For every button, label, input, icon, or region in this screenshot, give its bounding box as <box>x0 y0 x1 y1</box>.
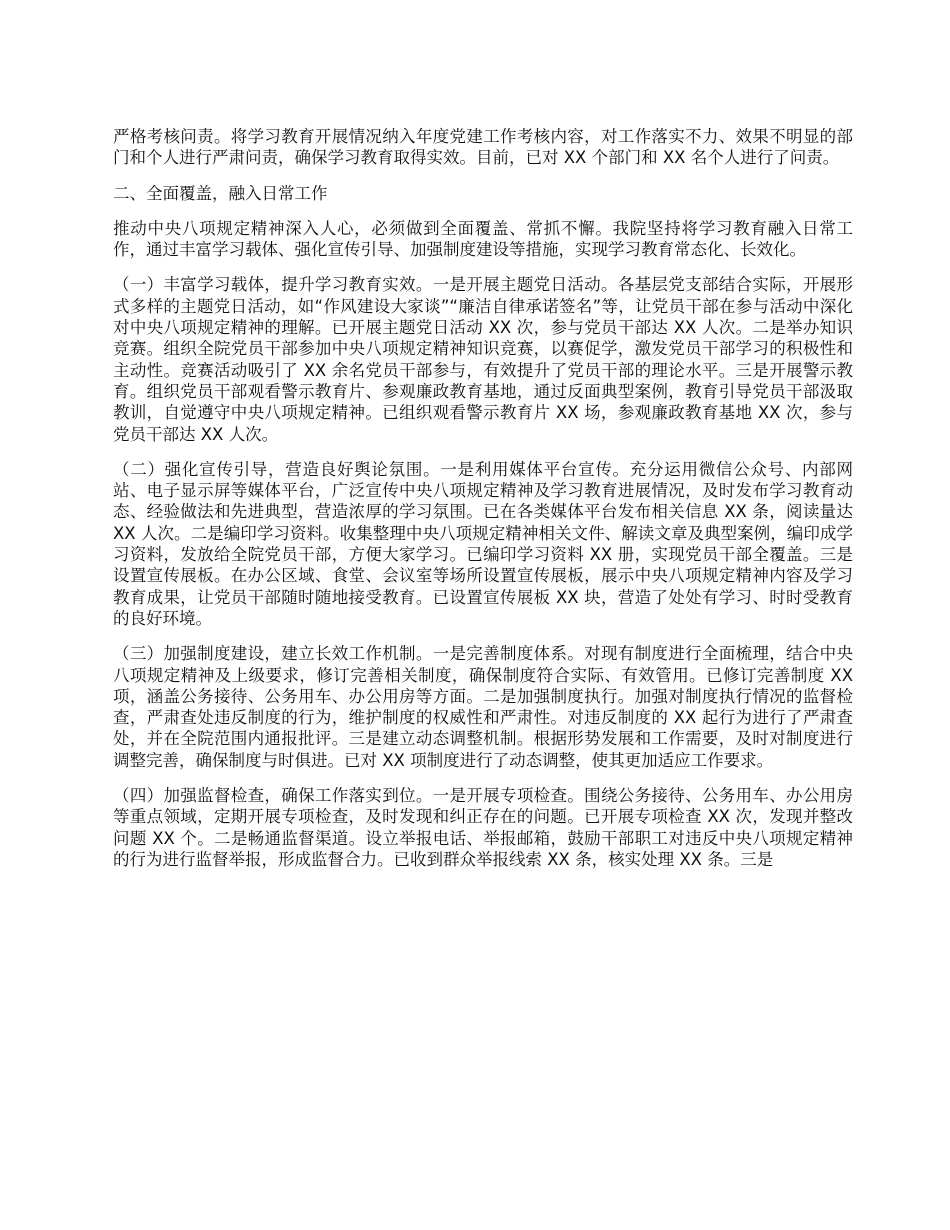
paragraph-item-4: （四）加强监督检查，确保工作落实到位。一是开展专项检查。围绕公务接待、公务用车、办公用房等重点领域，定期开展专项检查，及时发现和纠正存在的问题。已开展专项检查 XX 次，发现并整改问题 XX 个。二是畅通监督渠道。设立举报电话、举报邮箱，鼓励干部职工对违反中央八项规定精神的行为进行监督举报，形成监督合力。已收到群众举报线索 XX 条，核实处理 XX 条。三是 <box>113 786 853 869</box>
document-body <box>113 126 853 884</box>
paragraph-accountability: 严格考核问责。将学习教育开展情况纳入年度党建工作考核内容，对工作落实不力、效果不明显的部门和个人进行严肃问责，确保学习教育取得实效。目前，已对 XX 个部门和 XX 名个人进行了问责。 <box>113 127 853 168</box>
paragraph-item-2: （二）强化宣传引导，营造良好舆论氛围。一是利用媒体平台宣传。充分运用微信公众号、内部网站、电子显示屏等媒体平台，广泛宣传中央八项规定精神及学习教育进展情况，及时发布学习教育动态、经验做法和先进典型，营造浓厚的学习氛围。已在各类媒体平台发布相关信息 XX 条，阅读量达 XX 人次。二是编印学习资料。收集整理中央八项规定精神相关文件、解读文章及典型案例，编印成学习资料，发放给全院党员干部，方便大家学习。已编印学习资料 XX 册，实现党员干部全覆盖。三是设置宣传展板。在办公区域、食堂、会议室等场所设置宣传展板，展示中央八项规定精神内容及学习教育成果，让党员干部随时随地接受教育。已设置宣传展板 XX 块，营造了处处有学习、时时受教育的良好环境。 <box>113 459 853 628</box>
paragraph-section-intro: 推动中央八项规定精神深入人心，必须做到全面覆盖、常抓不懈。我院坚持将学习教育融入日常工作，通过丰富学习载体、强化宣传引导、加强制度建设等措施，实现学习教育常态化、长效化。 <box>113 218 853 260</box>
section-heading-2: 二、全面覆盖，融入日常工作 <box>113 183 328 203</box>
paragraph-item-3: （三）加强制度建设，建立长效工作机制。一是完善制度体系。对现有制度进行全面梳理，结合中央八项规定精神及上级要求，修订完善相关制度，确保制度符合实际、有效管用。已修订完善制度 XX 项，涵盖公务接待、公务用车、办公用房等方面。二是加强制度执行。加强对制度执行情况的监督检查，严肃查处违反制度的行为，维护制度的权威性和严肃性。对违反制度的 XX 起行为进行了严肃查处，并在全院范围内通报批评。三是建立动态调整机制。根据形势发展和工作需要，及时对制度进行调整完善，确保制度与时俱进。已对 XX 项制度进行了动态调整，使其更加适应工作要求。 <box>113 644 853 770</box>
paragraph-item-1: （一）丰富学习载体，提升学习教育实效。一是开展主题党日活动。各基层党支部结合实际，开展形式多样的主题党日活动，如“作风建设大家谈”“廉洁自律承诺签名”等，让党员干部在参与活动中深化对中央八项规定精神的理解。已开展主题党日活动 XX 次，参与党员干部达 XX 人次。二是举办知识竞赛。组织全院党员干部参加中央八项规定精神知识竞赛，以赛促学，激发党员干部学习的积极性和主动性。竞赛活动吸引了 XX 余名党员干部参与，有效提升了党员干部的理论水平。三是开展警示教育。组织党员干部观看警示教育片、参观廉政教育基地，通过反面典型案例，教育引导党员干部汲取教训，自觉遵守中央八项规定精神。已组织观看警示教育片 XX 场，参观廉政教育基地 XX 次，参与党员干部达 XX 人次。 <box>113 275 853 444</box>
